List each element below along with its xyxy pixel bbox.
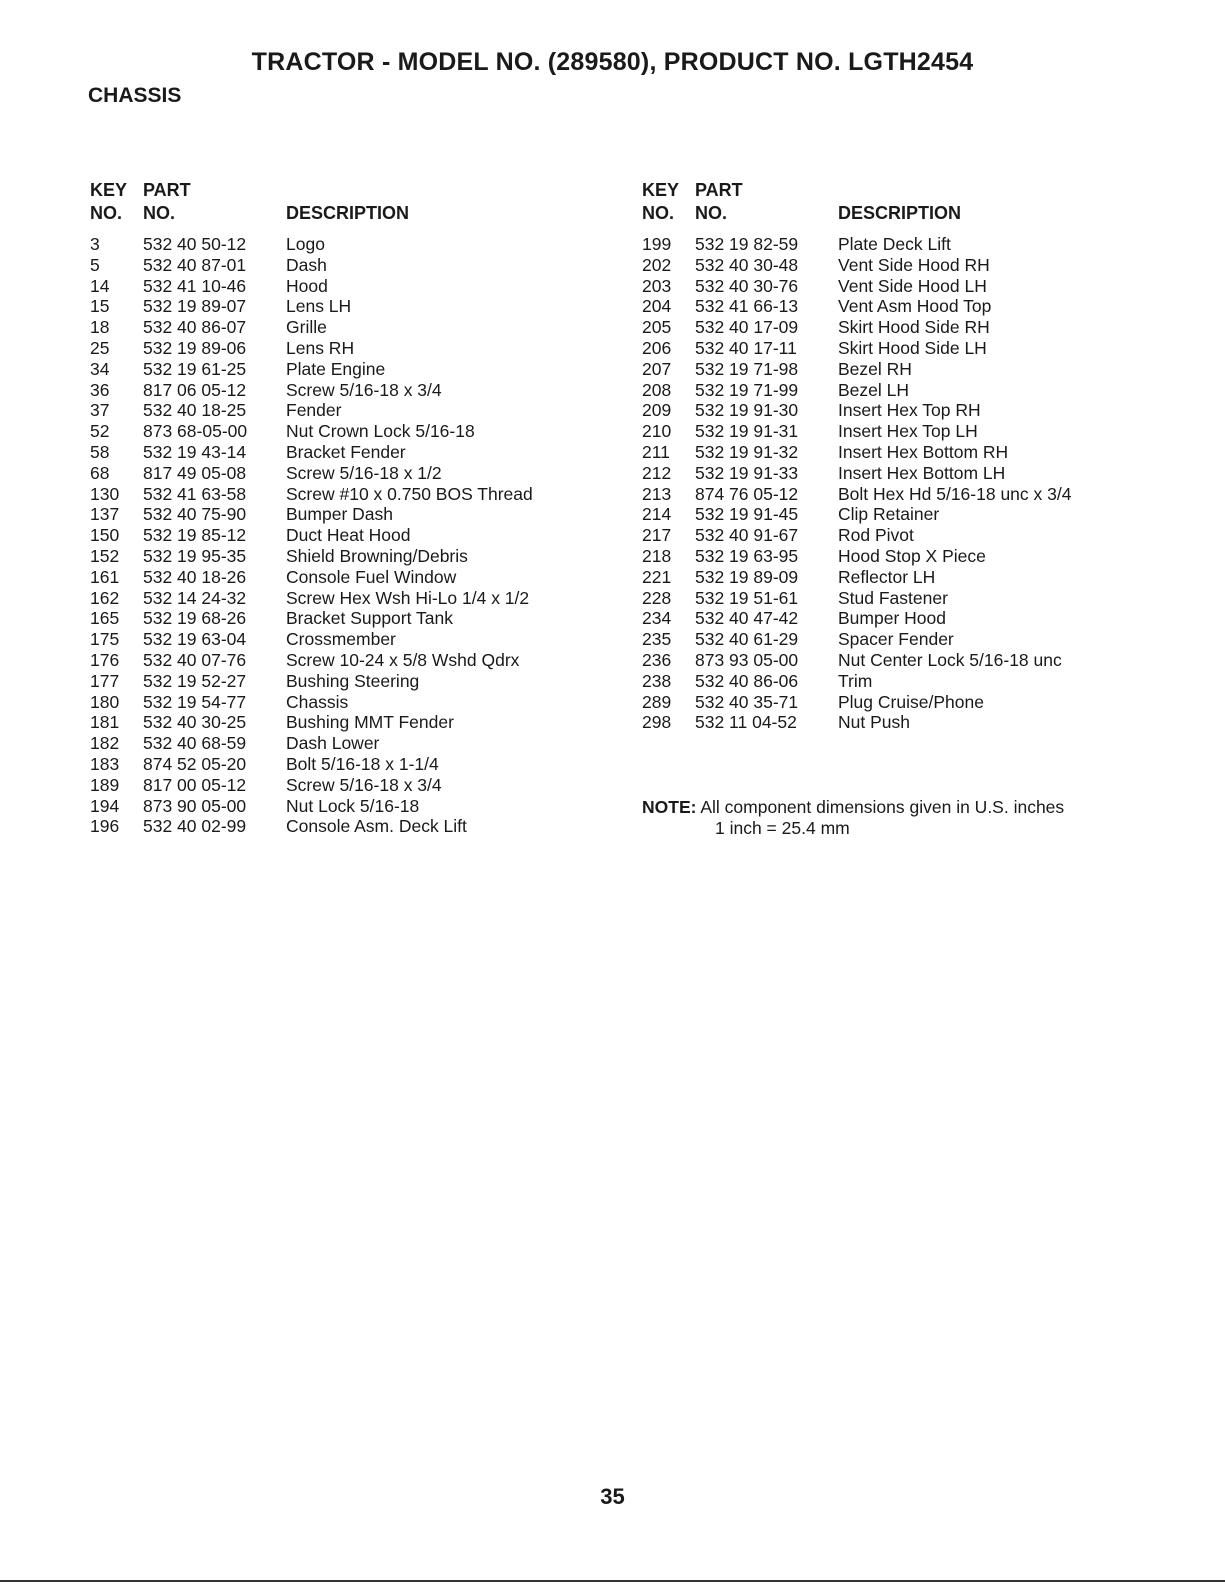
description: Screw 5/16-18 x 3/4 xyxy=(286,379,442,400)
table-row xyxy=(642,359,1162,380)
key-no: 289 xyxy=(642,691,672,712)
key-no: 5 xyxy=(90,254,100,275)
key-no: 205 xyxy=(642,317,672,338)
table-row xyxy=(642,692,1162,713)
part-no: 532 19 89-07 xyxy=(143,296,247,317)
description: Insert Hex Top RH xyxy=(838,400,981,421)
key-no: 218 xyxy=(642,545,672,566)
table-row xyxy=(90,692,610,713)
key-no: 235 xyxy=(642,629,672,650)
table-row xyxy=(642,338,1162,359)
table-row xyxy=(642,567,1162,588)
description: Console Asm. Deck Lift xyxy=(286,816,467,837)
part-no: 532 19 89-06 xyxy=(143,337,247,358)
description: Screw 5/16-18 x 3/4 xyxy=(286,774,442,795)
part-no: 532 40 18-25 xyxy=(143,400,247,421)
description: Screw #10 x 0.750 BOS Thread xyxy=(286,483,533,504)
table-row xyxy=(90,380,610,401)
part-no: 532 40 47-42 xyxy=(695,608,799,629)
key-no: 298 xyxy=(642,712,672,733)
key-no: 68 xyxy=(90,462,110,483)
part-no: 532 19 63-95 xyxy=(695,545,799,566)
key-no: 181 xyxy=(90,712,120,733)
part-no: 532 19 68-26 xyxy=(143,608,247,629)
description: Plug Cruise/Phone xyxy=(838,691,984,712)
description: Nut Crown Lock 5/16-18 xyxy=(286,421,475,442)
description: Crossmember xyxy=(286,629,396,650)
parts-table-left xyxy=(90,180,610,837)
description: Insert Hex Top LH xyxy=(838,421,978,442)
part-no: 532 40 91-67 xyxy=(695,525,799,546)
part-no: 532 40 18-26 xyxy=(143,566,247,587)
key-no: 176 xyxy=(90,649,120,670)
header-description: DESCRIPTION xyxy=(286,203,410,223)
note xyxy=(642,797,1064,839)
key-no: 211 xyxy=(642,441,670,462)
key-no: 207 xyxy=(642,358,672,379)
table-row xyxy=(642,504,1162,525)
header-part: PART xyxy=(695,180,743,200)
description: Duct Heat Hood xyxy=(286,525,411,546)
part-no: 817 00 05-12 xyxy=(143,774,247,795)
table-row xyxy=(90,754,610,775)
description: Grille xyxy=(286,317,327,338)
part-no: 532 19 85-12 xyxy=(143,525,247,546)
description: Logo xyxy=(286,234,325,254)
description: Vent Side Hood RH xyxy=(838,254,990,275)
key-no: 165 xyxy=(90,608,120,629)
header-key: KEY xyxy=(90,180,128,200)
description: Clip Retainer xyxy=(838,504,940,525)
description: Bolt Hex Hd 5/16-18 unc x 3/4 xyxy=(838,483,1072,504)
header-key: KEY xyxy=(642,180,680,200)
part-no: 874 52 05-20 xyxy=(143,753,247,774)
part-no: 532 40 86-07 xyxy=(143,317,247,338)
bottom-rule xyxy=(0,1580,1225,1582)
part-no: 874 76 05-12 xyxy=(695,483,799,504)
description: Bolt 5/16-18 x 1-1/4 xyxy=(286,753,439,774)
table-row xyxy=(642,650,1162,671)
key-no: 228 xyxy=(642,587,672,608)
table-row xyxy=(90,546,610,567)
part-no: 532 19 91-31 xyxy=(695,421,799,442)
description: Insert Hex Bottom LH xyxy=(838,462,1006,483)
part-no: 532 40 02-99 xyxy=(143,816,247,837)
key-no: 15 xyxy=(90,296,110,317)
table-row xyxy=(642,608,1162,629)
key-no: 152 xyxy=(90,545,120,566)
key-no: 238 xyxy=(642,670,672,691)
part-no: 532 19 82-59 xyxy=(695,234,799,254)
table-row xyxy=(90,629,610,650)
part-no: 532 19 91-30 xyxy=(695,400,799,421)
part-no: 532 11 04-52 xyxy=(695,712,797,733)
key-no: 234 xyxy=(642,608,672,629)
part-no: 532 41 66-13 xyxy=(695,296,799,317)
part-no: 817 06 05-12 xyxy=(143,379,247,400)
description: Fender xyxy=(286,400,342,421)
description: Hood xyxy=(286,275,328,296)
table-row xyxy=(90,234,610,255)
key-no: 37 xyxy=(90,400,110,421)
key-no: 236 xyxy=(642,649,672,670)
part-no: 532 40 30-76 xyxy=(695,275,799,296)
key-no: 214 xyxy=(642,504,672,525)
description: Screw 10-24 x 5/8 Wshd Qdrx xyxy=(286,649,520,670)
key-no: 34 xyxy=(90,358,110,379)
description: Lens LH xyxy=(286,296,352,317)
table-row xyxy=(642,588,1162,609)
part-no: 532 40 30-48 xyxy=(695,254,799,275)
part-no: 532 41 10-46 xyxy=(143,275,247,296)
description: Bushing MMT Fender xyxy=(286,712,454,733)
key-no: 14 xyxy=(90,275,110,296)
description: Vent Side Hood LH xyxy=(838,275,987,296)
key-no: 196 xyxy=(90,816,120,837)
key-no: 209 xyxy=(642,400,672,421)
table-row xyxy=(642,234,1162,255)
table-row xyxy=(642,525,1162,546)
part-no: 532 19 89-09 xyxy=(695,566,799,587)
key-no: 58 xyxy=(90,441,110,462)
parts-table-right xyxy=(642,180,1162,733)
table-row xyxy=(642,629,1162,650)
part-no: 532 19 91-33 xyxy=(695,462,799,483)
description: Dash xyxy=(286,254,327,275)
part-no: 532 19 63-04 xyxy=(143,629,247,650)
key-no: 180 xyxy=(90,691,120,712)
table-row xyxy=(90,733,610,754)
parts-rows xyxy=(642,234,1162,733)
part-no: 532 19 91-45 xyxy=(695,504,799,525)
table-row xyxy=(642,463,1162,484)
part-no: 532 40 61-29 xyxy=(695,629,799,650)
key-no: 212 xyxy=(642,462,672,483)
description: Skirt Hood Side RH xyxy=(838,317,990,338)
table-row xyxy=(90,816,610,837)
description: Shield Browning/Debris xyxy=(286,545,468,566)
key-no: 183 xyxy=(90,753,120,774)
part-no: 532 40 75-90 xyxy=(143,504,247,525)
header-part-no: NO. xyxy=(695,203,728,223)
table-header xyxy=(90,180,610,226)
part-no: 873 90 05-00 xyxy=(143,795,247,816)
part-no: 532 19 71-99 xyxy=(695,379,799,400)
note-label: NOTE: xyxy=(642,797,697,817)
key-no: 36 xyxy=(90,379,110,400)
part-no: 532 40 50-12 xyxy=(143,234,247,254)
description: Trim xyxy=(838,670,873,691)
parts-rows xyxy=(90,234,610,837)
part-no: 873 68-05-00 xyxy=(143,421,248,442)
key-no: 161 xyxy=(90,566,120,587)
key-no: 175 xyxy=(90,629,120,650)
key-no: 202 xyxy=(642,254,672,275)
note-line-1 xyxy=(642,797,1064,818)
part-no: 532 19 54-77 xyxy=(143,691,247,712)
part-no: 532 40 30-25 xyxy=(143,712,247,733)
note-line-2: 1 inch = 25.4 mm xyxy=(715,818,850,838)
key-no: 182 xyxy=(90,733,120,754)
table-row xyxy=(642,712,1162,733)
description: Bracket Support Tank xyxy=(286,608,453,629)
table-row xyxy=(90,338,610,359)
table-row xyxy=(90,421,610,442)
header-part-no: NO. xyxy=(143,203,176,223)
part-no: 532 14 24-32 xyxy=(143,587,247,608)
table-row xyxy=(90,296,610,317)
part-no: 873 93 05-00 xyxy=(695,649,799,670)
table-row xyxy=(90,796,610,817)
table-row xyxy=(90,588,610,609)
part-no: 532 40 87-01 xyxy=(143,254,247,275)
table-row xyxy=(90,276,610,297)
table-row xyxy=(642,442,1162,463)
description: Chassis xyxy=(286,691,349,712)
part-no: 532 19 52-27 xyxy=(143,670,247,691)
table-row xyxy=(642,671,1162,692)
table-row xyxy=(642,276,1162,297)
table-row xyxy=(90,463,610,484)
page-title: TRACTOR - MODEL NO. (289580), PRODUCT NO. LGTH2454 xyxy=(251,48,974,76)
key-no: 25 xyxy=(90,337,110,358)
key-no: 204 xyxy=(642,296,672,317)
part-no: 532 19 51-61 xyxy=(695,587,799,608)
description: Bushing Steering xyxy=(286,670,420,691)
description: Screw 5/16-18 x 1/2 xyxy=(286,462,442,483)
key-no: 3 xyxy=(90,234,100,254)
table-row xyxy=(642,546,1162,567)
table-header xyxy=(642,180,1162,226)
description: Bumper Hood xyxy=(838,608,946,629)
description: Nut Push xyxy=(838,712,910,733)
key-no: 194 xyxy=(90,795,120,816)
part-no: 532 40 68-59 xyxy=(143,733,247,754)
description: Dash Lower xyxy=(286,733,380,754)
part-no: 532 19 91-32 xyxy=(695,441,799,462)
description: Insert Hex Bottom RH xyxy=(838,441,1009,462)
description: Bumper Dash xyxy=(286,504,393,525)
table-row xyxy=(90,484,610,505)
description: Bracket Fender xyxy=(286,441,406,462)
key-no: 130 xyxy=(90,483,120,504)
header-key-no: NO. xyxy=(90,203,123,223)
table-row xyxy=(90,359,610,380)
table-row xyxy=(90,442,610,463)
description: Lens RH xyxy=(286,337,355,358)
key-no: 221 xyxy=(642,566,672,587)
key-no: 208 xyxy=(642,379,672,400)
description: Skirt Hood Side LH xyxy=(838,337,987,358)
part-no: 532 40 17-09 xyxy=(695,317,799,338)
table-row xyxy=(642,296,1162,317)
part-no: 532 40 86-06 xyxy=(695,670,799,691)
table-row xyxy=(90,317,610,338)
table-row xyxy=(90,671,610,692)
table-row xyxy=(90,650,610,671)
header-part: PART xyxy=(143,180,191,200)
table-row xyxy=(90,525,610,546)
section-title: CHASSIS xyxy=(88,84,182,107)
page-number: 35 xyxy=(600,1484,625,1509)
table-row xyxy=(642,255,1162,276)
part-no: 532 19 95-35 xyxy=(143,545,247,566)
table-row xyxy=(90,504,610,525)
description: Vent Asm Hood Top xyxy=(838,296,992,317)
key-no: 177 xyxy=(90,670,120,691)
table-row xyxy=(642,421,1162,442)
header-key-no: NO. xyxy=(642,203,675,223)
key-no: 18 xyxy=(90,317,110,338)
part-no: 532 40 17-11 xyxy=(695,337,797,358)
part-no: 532 41 63-58 xyxy=(143,483,247,504)
table-row xyxy=(90,567,610,588)
description: Spacer Fender xyxy=(838,629,954,650)
header-description: DESCRIPTION xyxy=(838,203,962,223)
part-no: 817 49 05-08 xyxy=(143,462,247,483)
note-text: All component dimensions given in U.S. inches xyxy=(700,797,1065,817)
description: Console Fuel Window xyxy=(286,566,457,587)
description: Screw Hex Wsh Hi-Lo 1/4 x 1/2 xyxy=(286,587,530,608)
part-no: 532 19 43-14 xyxy=(143,441,247,462)
key-no: 150 xyxy=(90,525,120,546)
description: Nut Lock 5/16-18 xyxy=(286,795,420,816)
key-no: 189 xyxy=(90,774,120,795)
description: Stud Fastener xyxy=(838,587,948,608)
table-row xyxy=(90,712,610,733)
key-no: 162 xyxy=(90,587,120,608)
key-no: 217 xyxy=(642,525,672,546)
table-row xyxy=(90,775,610,796)
table-row xyxy=(642,400,1162,421)
table-row xyxy=(90,400,610,421)
part-no: 532 40 07-76 xyxy=(143,649,247,670)
description: Plate Deck Lift xyxy=(838,234,951,254)
table-row xyxy=(642,380,1162,401)
table-row xyxy=(90,608,610,629)
table-row xyxy=(642,317,1162,338)
key-no: 210 xyxy=(642,421,672,442)
description: Reflector LH xyxy=(838,566,936,587)
part-no: 532 19 71-98 xyxy=(695,358,799,379)
table-row xyxy=(90,255,610,276)
description: Bezel RH xyxy=(838,358,912,379)
key-no: 203 xyxy=(642,275,672,296)
part-no: 532 40 35-71 xyxy=(695,691,799,712)
description: Plate Engine xyxy=(286,358,386,379)
description: Rod Pivot xyxy=(838,525,914,546)
table-row xyxy=(642,484,1162,505)
description: Hood Stop X Piece xyxy=(838,545,986,566)
key-no: 52 xyxy=(90,421,110,442)
key-no: 199 xyxy=(642,234,672,254)
description: Nut Center Lock 5/16-18 unc xyxy=(838,649,1062,670)
key-no: 213 xyxy=(642,483,672,504)
key-no: 137 xyxy=(90,504,120,525)
part-no: 532 19 61-25 xyxy=(143,358,247,379)
key-no: 206 xyxy=(642,337,672,358)
description: Bezel LH xyxy=(838,379,910,400)
